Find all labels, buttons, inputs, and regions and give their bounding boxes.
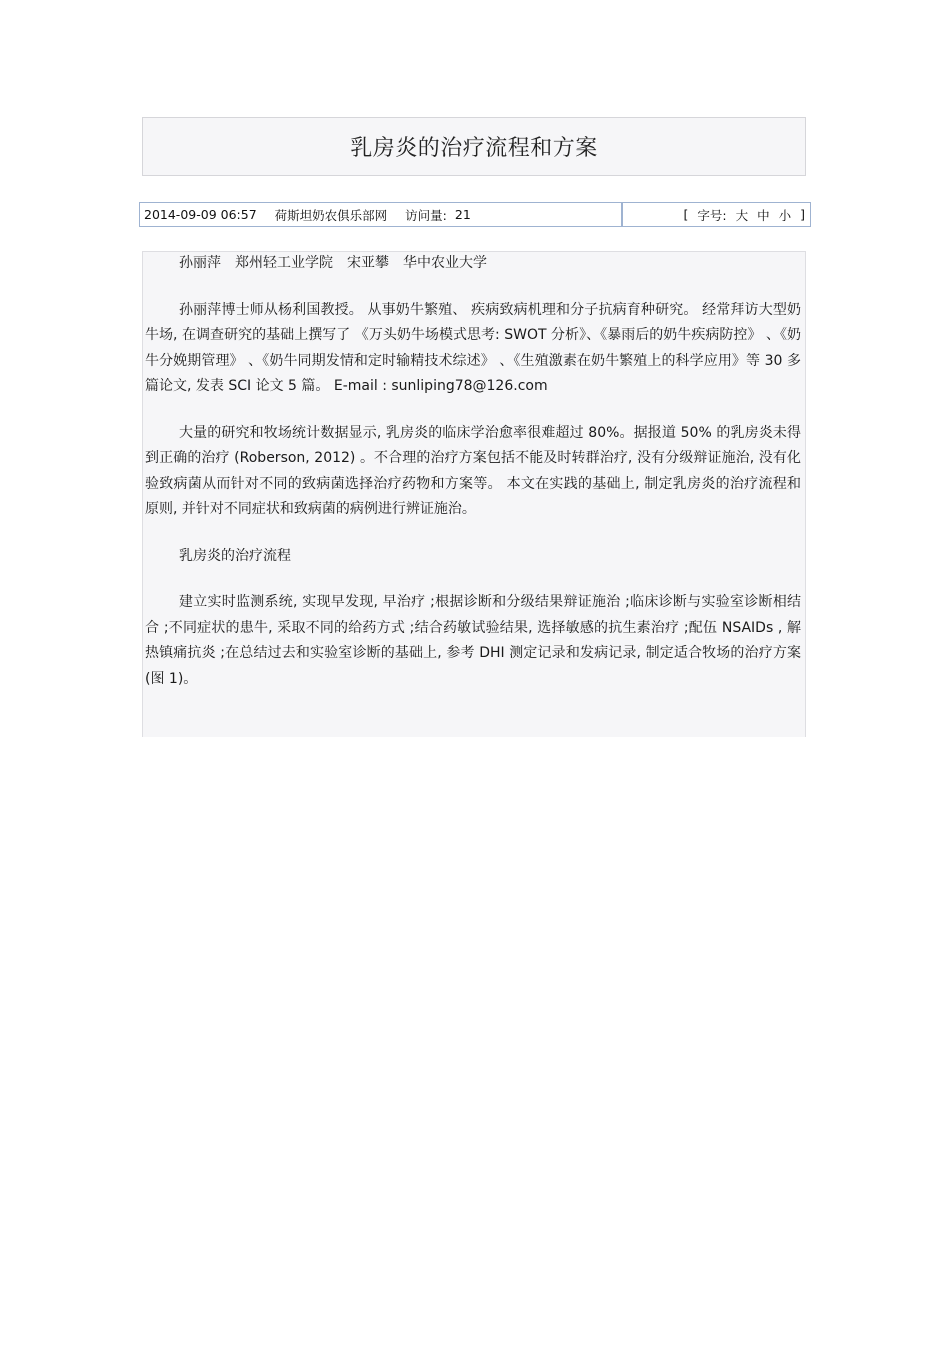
article-title: 乳房炎的治疗流程和方案 — [350, 136, 598, 161]
author-name-2: 宋亚攀 — [347, 255, 389, 271]
font-size-label: 字号: — [697, 207, 727, 223]
font-size-control — [623, 203, 810, 226]
spacer — [145, 523, 801, 544]
author-name-1: 孙丽萍 — [179, 255, 221, 271]
font-size-bracket-open: [ — [683, 207, 689, 222]
author-line — [145, 251, 801, 277]
article-meta-info — [140, 203, 623, 226]
article-meta-bar — [139, 202, 811, 227]
source-name: 荷斯坦奶农俱乐部网 — [274, 207, 388, 223]
author-bio-paragraph: 孙丽萍博士师从杨利国教授。 从事奶牛繁殖、 疾病致病机理和分子抗病育种研究。 经常拜访大型奶牛场, 在调查研究的基础上撰写了 《万头奶牛场模式思考: SWOT 分析》、《暴雨后的奶牛疾病防控》 、《奶牛分娩期管理》 、《奶牛同期发情和定时输精技术综述》 、《生殖激素在奶牛繁殖上的科学应用》等 30 多篇论文, 发表 SCI 论文 5 篇。 E-mail : sunliping78@126.com — [145, 301, 801, 394]
treatment-process-paragraph: 建立实时监测系统, 实现早发现, 早治疗 ;根据诊断和分级结果辩证施治 ;临床诊断与实验室诊断相结合 ;不同症状的患牛, 采取不同的给药方式 ;结合药敏试验结果, 选择敏感的抗生素治疗 ;配伍 NSAIDs , 解热镇痛抗炎 ;在总结过去和实验室诊断的基础上, 参考 DHI 测定记录和发病记录, 制定适合牧场的治疗方案 (图 1)。 — [145, 594, 801, 687]
spacer — [145, 569, 801, 590]
title-box — [142, 117, 806, 176]
spacer — [145, 277, 801, 298]
font-size-small-link[interactable]: 小 — [778, 207, 792, 223]
views-count: 21 — [454, 207, 471, 222]
section-heading: 乳房炎的治疗流程 — [179, 547, 291, 564]
publish-datetime: 2014-09-09 06:57 — [144, 207, 257, 222]
author-affiliation-2: 华中农业大学 — [403, 255, 487, 271]
font-size-large-link[interactable]: 大 — [735, 207, 749, 223]
intro-paragraph: 大量的研究和牧场统计数据显示, 乳房炎的临床学治愈率很难超过 80%。据报道 50% 的乳房炎未得到正确的治疗 (Roberson, 2012) 。不合理的治疗方案包括不能及时转群治疗, 没有分级辩证施治, 没有化验致病菌从而针对不同的致病菌选择治疗药物和方案等。 本文在实践的基础上, 制定乳房炎的治疗流程和原则, 并针对不同症状和致病菌的病例进行辨证施治。 — [145, 424, 801, 517]
font-size-medium-link[interactable]: 中 — [757, 207, 770, 223]
views-label: 访问量: — [405, 207, 447, 223]
font-size-bracket-close: ] — [800, 207, 805, 222]
author-affiliation-1: 郑州轻工业学院 — [235, 255, 333, 271]
spacer — [145, 400, 801, 421]
article-body — [142, 251, 806, 737]
